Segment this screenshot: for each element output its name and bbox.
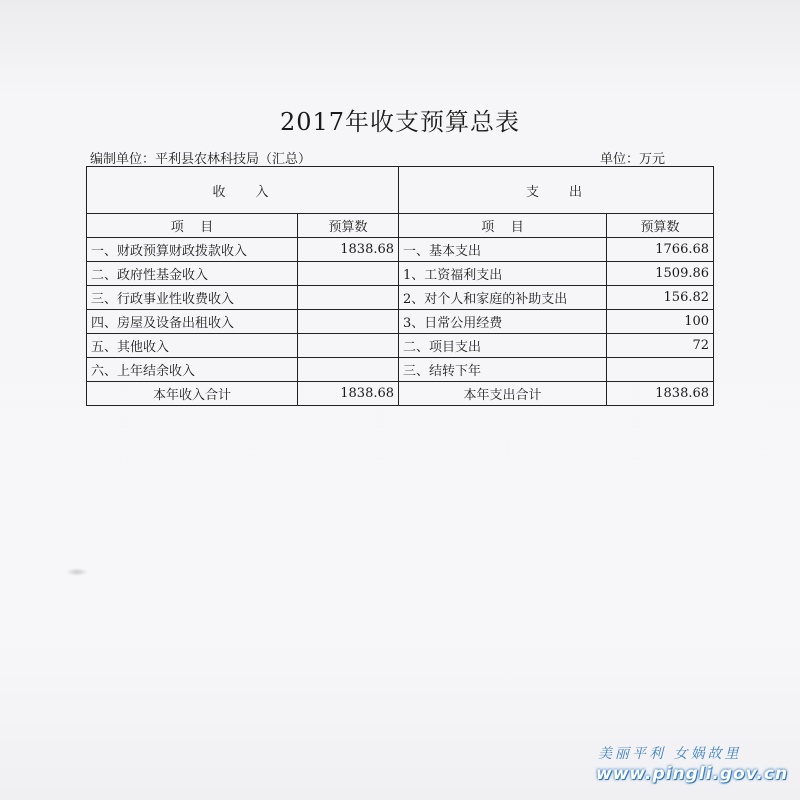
total-income-label: 本年收入合计 xyxy=(87,382,298,406)
section-header-row xyxy=(87,167,714,214)
expense-value: 72 xyxy=(607,334,714,358)
income-value xyxy=(298,358,399,382)
total-income-value: 1838.68 xyxy=(298,382,399,406)
expense-value xyxy=(607,358,714,382)
income-item: 三、行政事业性收费收入 xyxy=(87,286,298,310)
expense-section-header: 支出 xyxy=(399,167,714,214)
expense-item: 一、基本支出 xyxy=(399,238,607,262)
income-budget-column-header: 预算数 xyxy=(298,214,399,238)
expense-item: 二、项目支出 xyxy=(399,334,607,358)
total-expense-label: 本年支出合计 xyxy=(399,382,607,406)
income-value xyxy=(298,286,399,310)
table-row xyxy=(87,238,714,262)
income-item: 五、其他收入 xyxy=(87,334,298,358)
expense-value: 100 xyxy=(607,310,714,334)
expense-value: 1766.68 xyxy=(607,238,714,262)
totals-row xyxy=(87,382,714,406)
income-value xyxy=(298,334,399,358)
expense-value: 156.82 xyxy=(607,286,714,310)
income-item-column-header: 项 目 xyxy=(87,214,298,238)
scan-smudge xyxy=(66,568,88,576)
compiling-unit: 编制单位：平利县农林科技局（汇总） xyxy=(90,152,312,167)
watermark-site: www.pingli.gov.cn xyxy=(596,764,789,784)
expense-item: 3、日常公用经费 xyxy=(399,310,607,334)
table-row xyxy=(87,334,714,358)
income-item: 一、财政预算财政拨款收入 xyxy=(87,238,298,262)
income-value xyxy=(298,310,399,334)
table-row xyxy=(87,310,714,334)
expense-item: 2、对个人和家庭的补助支出 xyxy=(399,286,607,310)
income-value: 1838.68 xyxy=(298,238,399,262)
column-header-row xyxy=(87,214,714,238)
page-title: 2017年收支预算总表 xyxy=(279,108,521,136)
income-item: 六、上年结余收入 xyxy=(87,358,298,382)
total-expense-value: 1838.68 xyxy=(607,382,714,406)
budget-table xyxy=(86,166,714,406)
expense-budget-column-header: 预算数 xyxy=(607,214,714,238)
table-row xyxy=(87,262,714,286)
currency-unit: 单位：万元 xyxy=(600,152,666,167)
income-item: 四、房屋及设备出租收入 xyxy=(87,310,298,334)
table-row xyxy=(87,358,714,382)
expense-value: 1509.86 xyxy=(607,262,714,286)
income-item: 二、政府性基金收入 xyxy=(87,262,298,286)
income-value xyxy=(298,262,399,286)
expense-item-column-header: 项 目 xyxy=(399,214,607,238)
watermark-slogan: 美丽平利 女娲故里 xyxy=(598,746,742,762)
income-section-header: 收入 xyxy=(87,167,399,214)
table-row xyxy=(87,286,714,310)
expense-item: 1、工资福利支出 xyxy=(399,262,607,286)
expense-item: 三、结转下年 xyxy=(399,358,607,382)
